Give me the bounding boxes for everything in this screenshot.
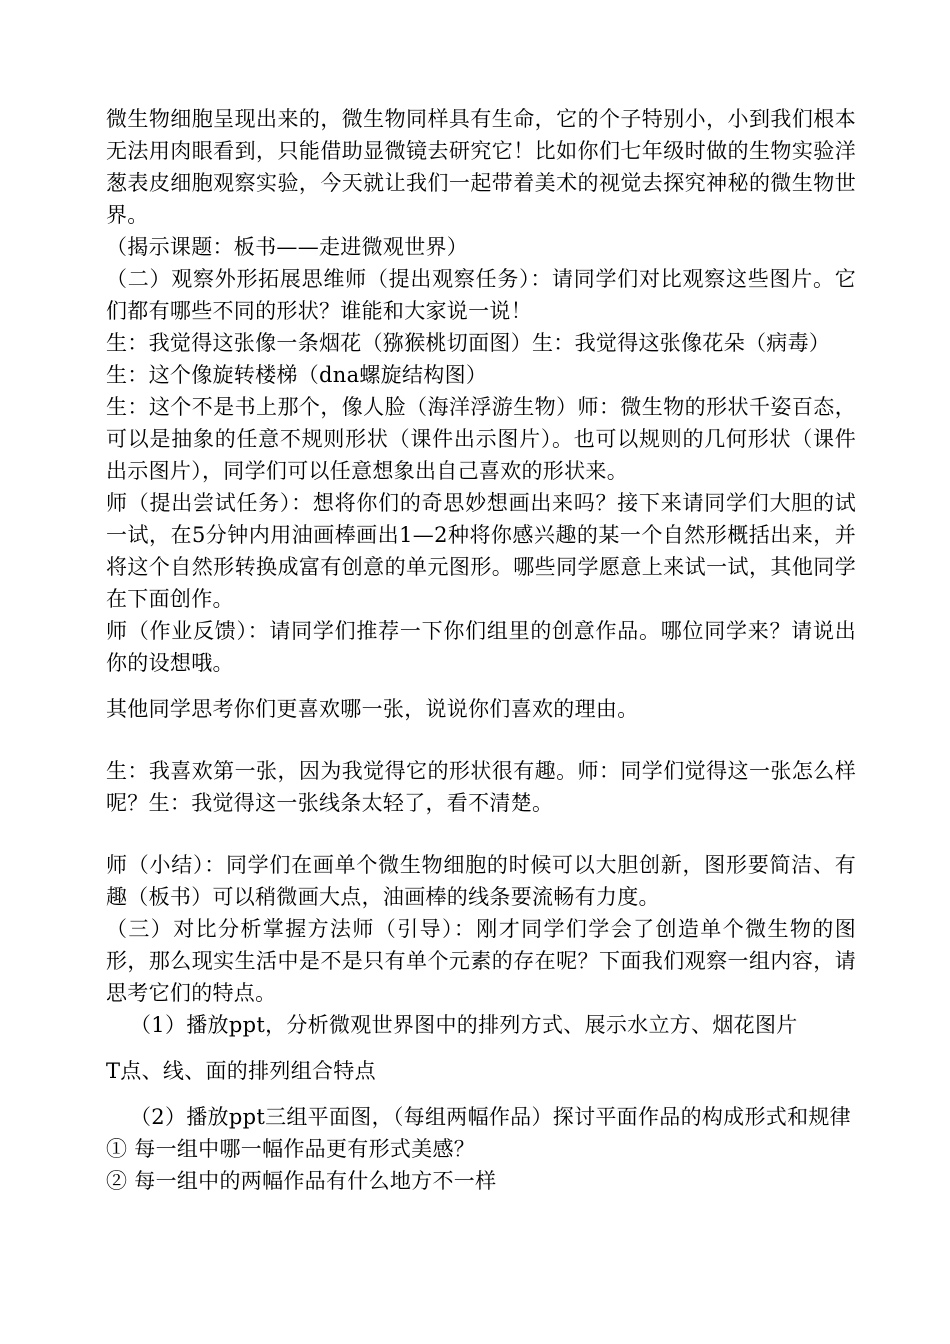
paragraph-student-1: 生：我觉得这张像一条烟花（猕猴桃切面图）生：我觉得这张像花朵（病毒） — [106, 331, 831, 355]
document-body — [106, 103, 856, 1197]
paragraph-section-2: （二）观察外形拓展思维师（提出观察任务）：请同学们对比观察这些图片。它们都有哪些不同的形状？谁能和大家说一说！ — [106, 267, 856, 323]
paragraph-others-think: 其他同学思考你们更喜欢哪一张，说说你们喜欢的理由。 — [106, 697, 639, 721]
paragraph-step-1: （1）播放ppt，分析微观世界图中的排列方式、展示水立方、烟花图片 — [130, 1013, 798, 1037]
list-item-question-2: ② 每一组中的两幅作品有什么地方不一样 — [106, 1169, 497, 1193]
paragraph-student-3: 生：这个不是书上那个，像人脸（海洋浮游生物）师：微生物的形状千姿百态，可以是抽象的任意不规则形状（课件出示图片）。也可以规则的几何形状（课件出示图片），同学们可以任意想象出自己喜欢的形状来。 — [106, 395, 856, 483]
paragraph-topic-reveal: （揭示课题：板书——走进微观世界） — [106, 235, 469, 259]
paragraph-try-task: 师（提出尝试任务）：想将你们的奇思妙想画出来吗？接下来请同学们大胆的试一试，在5分钟内用油画棒画出1—2种将你感兴趣的某一个自然形概括出来，并将这个自然形转换成富有创意的单元图形。哪些同学愿意上来试一试，其他同学在下面创作。 — [106, 491, 856, 611]
paragraph-summary: 师（小结）：同学们在画单个微生物细胞的时候可以大胆创新，图形要简洁、有趣（板书）可以稍微画大点，油画棒的线条要流畅有力度。 — [106, 853, 856, 909]
paragraph-intro: 微生物细胞呈现出来的，微生物同样具有生命，它的个子特别小，小到我们根本无法用肉眼看到，只能借助显微镜去研究它！比如你们七年级时做的生物实验洋葱表皮细胞观察实验，今天就让我们一起带着美术的视觉去探究神秘的微生物世界。 — [106, 107, 856, 227]
paragraph-feedback: 师（作业反馈）：请同学们推荐一下你们组里的创意作品。哪位同学来？请说出你的设想哦。 — [106, 619, 856, 675]
paragraph-student-like: 生：我喜欢第一张，因为我觉得它的形状很有趣。师：同学们觉得这一张怎么样呢？生：我觉得这一张线条太轻了，看不清楚。 — [106, 759, 856, 815]
paragraph-section-3: （三）对比分析掌握方法师（引导）：刚才同学们学会了创造单个微生物的图形，那么现实生活中是不是只有单个元素的存在呢？下面我们观察一组内容，请思考它们的特点。 — [106, 917, 856, 1005]
list-item-question-1: ① 每一组中哪一幅作品更有形式美感？ — [106, 1137, 476, 1161]
paragraph-arrangement: T点、线、面的排列组合特点 — [106, 1059, 376, 1083]
paragraph-student-2: 生：这个像旋转楼梯（dna螺旋结构图） — [106, 363, 488, 387]
paragraph-step-2: （2）播放ppt三组平面图，（每组两幅作品）探讨平面作品的构成形式和规律 — [130, 1105, 851, 1129]
